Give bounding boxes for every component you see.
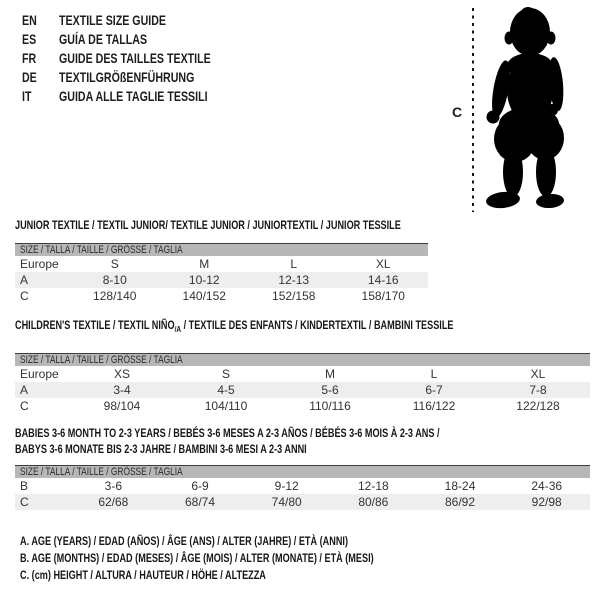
size-cell: M [325,367,335,381]
size-header-bar: SIZE / TALLA / TAILLE / GRÖSSE / TAGLIA [15,243,428,256]
language-code: EN [22,11,37,28]
row-label: C [20,399,29,413]
value-cell: 140/152 [182,289,226,303]
language-label: GUÍA DE TALLAS [59,30,148,47]
language-label: GUIDA ALLE TAGLIE TESSILI [59,87,208,104]
language-label: GUIDE DES TAILLES TEXTILE [59,49,211,66]
title-subscript: /A [174,324,182,334]
value-cell: 24-36 [531,479,563,493]
value-cell: 3-6 [104,479,122,493]
value-cell: 12-18 [358,479,389,493]
language-row [22,86,259,105]
language-row [22,10,259,29]
value-cell: 62/68 [98,495,129,509]
value-cell: 4-5 [217,383,235,397]
value-cell: 110/116 [309,399,351,413]
legend-line-b: B. AGE (MONTHS) / EDAD (MESES) / ÂGE (MOIS) / ALTER (MONATE) / ETÀ (MESI) [20,551,374,565]
value-cell: 128/140 [93,289,137,303]
size-cell: L [290,257,298,271]
size-header-bar: SIZE / TALLA / TAILLE / GRÖSSE / TAGLIA [15,465,590,478]
row-label: A [20,273,29,287]
size-cell: XL [375,257,391,271]
value-cell: 104/110 [204,399,248,413]
table-row [15,366,590,382]
table-row [15,398,590,414]
value-cell: 10-12 [188,273,220,287]
table-title: JUNIOR TEXTILE / TEXTIL JUNIOR/ TEXTILE JUNIOR / JUNIORTEXTIL / JUNIOR TESSILE [15,218,401,232]
language-code: DE [22,68,37,85]
value-cell: 116/122 [412,399,456,413]
value-cell: 98/104 [103,399,141,413]
table-row [15,478,590,494]
table-row [15,494,590,510]
value-cell: 92/98 [531,495,562,509]
size-cell: XL [530,367,546,381]
language-code: ES [22,30,37,47]
row-label: A [20,383,29,397]
table-row [15,288,428,304]
value-cell: 18-24 [444,479,476,493]
row-label: C [20,495,29,509]
value-cell: 12-13 [278,273,310,287]
value-cell: 68/74 [184,495,216,509]
size-cell: L [430,367,438,381]
value-cell: 122/128 [516,399,560,413]
language-label: TEXTILGRÖßENFÜHRUNG [59,68,195,85]
language-code: FR [22,49,37,66]
table-row [15,382,590,398]
value-cell: 86/92 [445,495,476,509]
row-label: C [20,289,29,303]
measure-legend [20,533,485,584]
value-cell: 80/86 [358,495,389,509]
language-label: TEXTILE SIZE GUIDE [59,11,167,28]
value-cell: 7-8 [529,383,547,397]
table-row [15,256,428,272]
row-label: B [20,479,29,493]
language-row [22,67,259,86]
toddler-silhouette [485,7,565,210]
size-cell: XS [113,367,130,381]
table-title: BABIES 3-6 MONTH TO 2-3 YEARS / BEBÉS 3-6 MESES A 2-3 AÑOS / BÉBÉS 3-6 MOIS À 2-3 ANS / BABYS 3-6 MONATE BIS 2-3 JAHRE / BAMBINI 3-6 MESI A 2-3 ANNI [15,426,440,456]
language-list [22,10,259,105]
value-cell: 8-10 [102,273,127,287]
size-cell: S [110,257,119,271]
babies-textile-table [15,425,590,510]
childrens-textile-table [15,319,590,414]
value-cell: 74/80 [271,495,302,509]
size-cell: M [199,257,210,271]
value-cell: 5-6 [321,383,339,397]
measure-label-c: C [452,104,463,120]
table-title: CHILDREN'S TEXTILE / TEXTIL $NIÑO_{/A}$ / TEXTILE DES ENFANTS / KINDERTEXTIL / BAMBINI TESSILE [15,318,454,334]
junior-textile-table [15,219,428,304]
language-code: IT [22,87,32,104]
legend-line-c: C. (cm) HEIGHT / ALTURA / HAUTEUR / HÖHE / ALTEZZA [20,568,266,582]
value-cell: 9-12 [274,479,299,493]
row-label: Europe [20,257,59,271]
value-cell: 158/170 [361,289,405,303]
value-cell: 152/158 [272,289,316,303]
value-cell: 3-4 [113,383,131,397]
language-row [22,29,259,48]
value-cell: 6-7 [425,383,443,397]
size-cell: S [221,367,230,381]
row-label: Europe [20,367,59,381]
size-header-bar: SIZE / TALLA / TAILLE / GRÖSSE / TAGLIA [15,353,590,366]
toddler-silhouette-image [440,0,600,215]
table-row [15,272,428,288]
language-row [22,48,259,67]
value-cell: 6-9 [191,479,209,493]
value-cell: 14-16 [367,273,399,287]
legend-line-a: A. AGE (YEARS) / EDAD (AÑOS) / ÂGE (ANS) / ALTER (JAHRE) / ETÀ (ANNI) [20,534,348,548]
